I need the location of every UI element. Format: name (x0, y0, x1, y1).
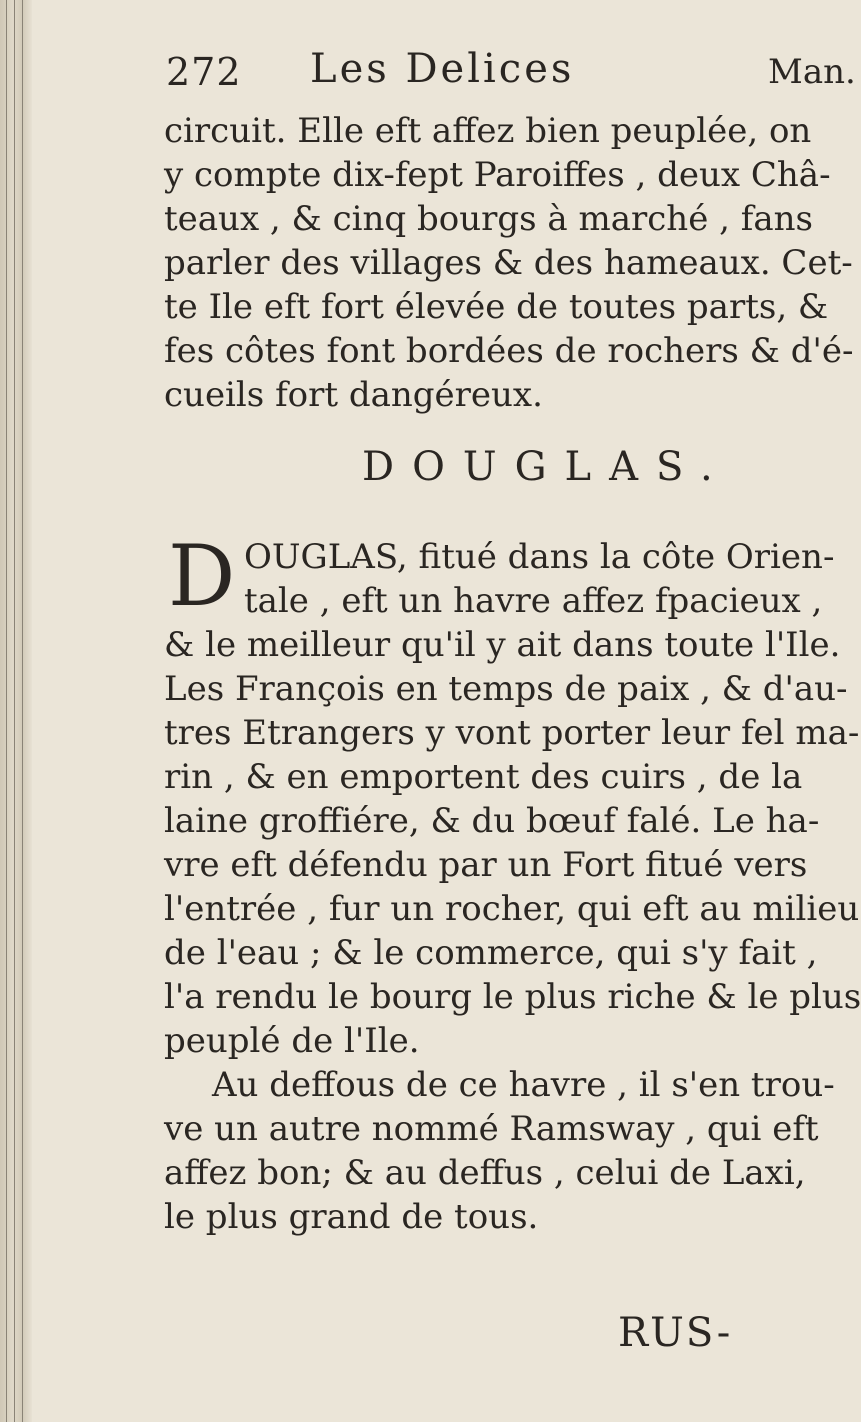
text-line: cueils fort dangéreux. (164, 375, 543, 415)
running-head-right: Man. (768, 52, 856, 92)
binding-line (22, 0, 23, 1422)
text-line: parler des villages & des hameaux. Cet- (164, 243, 853, 283)
text-line: Les François en temps de paix , & d'au- (164, 669, 848, 709)
text-line: te Ile eft fort élevée de toutes parts, & (164, 287, 829, 327)
binding-line (6, 0, 7, 1422)
drop-cap: D (168, 527, 236, 625)
text-line: OUGLAS, fitué dans la côte Orien- (244, 537, 835, 577)
text-line: tale , eft un havre affez fpacieux , (244, 581, 823, 621)
text-line: de l'eau ; & le commerce, qui s'y fait , (164, 933, 818, 973)
text-line: l'entrée , fur un rocher, qui eft au milieu (164, 889, 860, 929)
section-heading: DOUGLAS. (362, 444, 731, 490)
text-line: l'a rendu le bourg le plus riche & le plus (164, 977, 861, 1017)
text-line: fes côtes font bordées de rochers & d'é- (164, 331, 854, 371)
binding-line (14, 0, 15, 1422)
catchword: RUS- (618, 1310, 733, 1356)
text-line: le plus grand de tous. (164, 1197, 539, 1237)
page-binding-edge (0, 0, 32, 1422)
text-line: laine groffiére, & du bœuf falé. Le ha- (164, 801, 820, 841)
text-line: vre eft défendu par un Fort fitué vers (164, 845, 808, 885)
running-head (128, 44, 856, 104)
text-line: teaux , & cinq bourgs à marché , fans (164, 199, 813, 239)
text-line: affez bon; & au deffus , celui de Laxi, (164, 1153, 806, 1193)
text-line: y compte dix-fept Paroiffes , deux Châ- (164, 155, 831, 195)
text-line: ve un autre nommé Ramsway , qui eft (164, 1109, 819, 1149)
text-line: Au deffous de ce havre , il s'en trou- (212, 1065, 835, 1105)
running-title: Les Delices (310, 46, 575, 92)
text-line: peuplé de l'Ile. (164, 1021, 420, 1061)
page-number: 272 (166, 50, 242, 94)
text-line: tres Etrangers y vont porter leur fel ma- (164, 713, 860, 753)
text-line: rin , & en emportent des cuirs , de la (164, 757, 803, 797)
text-line: circuit. Elle eft affez bien peuplée, on (164, 111, 812, 151)
text-line: & le meilleur qu'il y ait dans toute l'Ile. (164, 625, 841, 665)
